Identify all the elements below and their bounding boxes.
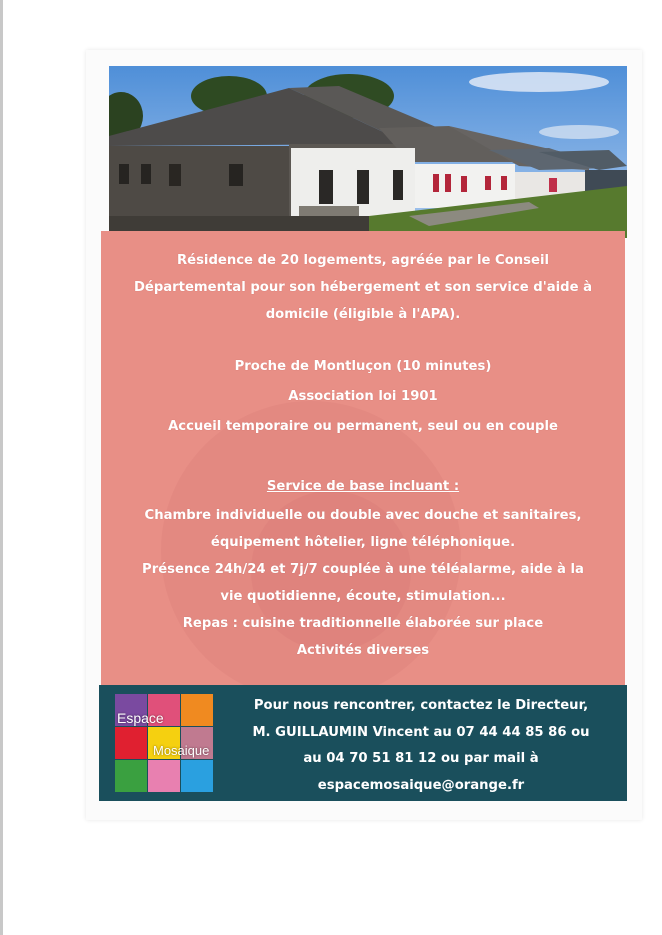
logo-tile [181, 694, 213, 726]
info-line: Proche de Montluçon (10 minutes) [234, 359, 492, 374]
espace-mosaique-logo [115, 694, 214, 793]
service-line: vie quotidienne, écoute, stimulation... [220, 589, 506, 604]
contact-line: Pour nous rencontrer, contactez le Directeur, [253, 698, 589, 713]
logo-word-espace: Espace [117, 710, 164, 726]
logo-tile [115, 760, 147, 792]
logo-tile [181, 760, 213, 792]
service-line: Chambre individuelle ou double avec douche et sanitaires, [144, 508, 582, 523]
contact-footer [99, 685, 627, 801]
intro-line: Départemental pour son hébergement et son service d'aide à [133, 280, 593, 295]
intro-line: Résidence de 20 logements, agréée par le Conseil [176, 253, 550, 268]
contact-text [217, 693, 625, 799]
intro-line: domicile (éligible à l'APA). [265, 307, 461, 322]
scan-edge [0, 0, 3, 935]
contact-email: espacemosaique@orange.fr [317, 777, 525, 793]
flyer [99, 66, 627, 801]
service-line: Présence 24h/24 et 7j/7 couplée à une téléalarme, aide à la [142, 562, 584, 577]
info-line: Accueil temporaire ou permanent, seul ou en couple [168, 419, 558, 434]
info-paragraph [101, 353, 625, 440]
logo-word-mosaique: Mosaique [153, 743, 210, 758]
service-line: Repas : cuisine traditionnelle élaborée sur place [182, 616, 544, 631]
service-line: équipement hôtelier, ligne téléphonique. [210, 535, 516, 550]
logo-tile [148, 760, 180, 792]
logo-tile [115, 727, 147, 759]
contact-line: au 04 70 51 81 12 ou par mail à [303, 751, 539, 766]
contact-line: M. GUILLAUMIN Vincent au 07 44 44 85 86 ou [252, 724, 590, 740]
intro-paragraph [101, 247, 625, 328]
service-paragraph [101, 473, 625, 664]
residence-photo [109, 66, 627, 238]
residence-photo-illustration [109, 66, 627, 238]
service-line: Activités diverses [296, 643, 430, 658]
info-line: Association loi 1901 [288, 389, 438, 404]
info-panel [101, 231, 625, 686]
service-heading: Service de base incluant : [266, 479, 460, 494]
